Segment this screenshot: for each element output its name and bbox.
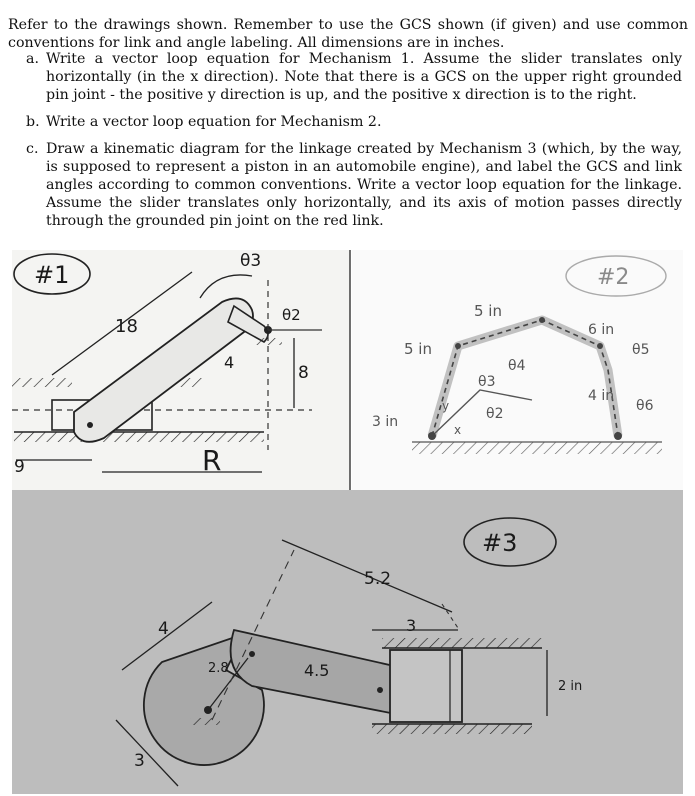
dim-18: 18 — [115, 316, 138, 337]
dim-2-8: 2.8 — [208, 661, 229, 676]
theta6-label: θ6 — [636, 398, 654, 414]
question-c — [26, 140, 682, 230]
pin-joint — [249, 651, 255, 657]
dim-3in: 3 in — [372, 414, 399, 430]
label-r: R — [202, 444, 222, 477]
question-text: Write a vector loop equation for Mechanism 1. Assume the slider translates only horizontally (in the x direction). Note that there is a GCS on the upper right grounded pin joint - the positive y direction is up, and the positive x direction is to the right. — [46, 51, 682, 103]
dim-5-2: 5.2 — [364, 569, 392, 589]
dim-5in-top: 5 in — [474, 302, 502, 320]
question-label: a. — [26, 51, 39, 67]
question-text: Write a vector loop equation for Mechanism 2. — [46, 114, 382, 130]
question-label: c. — [26, 141, 39, 157]
mech1-tag: #1 — [34, 261, 70, 289]
dim-5in-left: 5 in — [404, 340, 432, 358]
dim-4: 4 — [158, 619, 169, 639]
mech3-tag: #3 — [482, 529, 518, 557]
question-label: b. — [26, 114, 40, 130]
mechanism-2-panel — [352, 250, 683, 490]
ground-hatch — [14, 432, 264, 442]
axis-x-label: x — [454, 423, 462, 437]
dim-3-top: 3 — [406, 616, 417, 635]
theta3-label: θ3 — [478, 374, 496, 390]
intro-text: Refer to the drawings shown. Remember to use the GCS shown (if given) and use common conventions for link and angle labeling. All dimensions are in inches. — [8, 17, 688, 52]
theta2-label: θ2 — [282, 306, 301, 324]
dim-2in: 2 in — [558, 679, 583, 694]
piston — [390, 650, 462, 722]
mechanism-figures — [12, 250, 683, 794]
dim-6in: 6 in — [588, 322, 615, 338]
dim-9: 9 — [14, 457, 25, 477]
theta4-label: θ4 — [508, 358, 526, 374]
theta2-label: θ2 — [486, 406, 504, 422]
mech2-tag: #2 — [597, 265, 630, 290]
mechanism-1-panel — [12, 250, 350, 490]
question-b — [26, 113, 682, 131]
mechanism-3-panel — [12, 490, 683, 794]
theta5-label: θ5 — [632, 342, 650, 358]
axis-y-label: y — [442, 399, 450, 413]
dim-4-5: 4.5 — [304, 661, 330, 680]
dim-4in: 4 in — [588, 388, 615, 404]
theta3-label: θ3 — [240, 251, 262, 271]
pin-joint — [377, 687, 383, 693]
dim-4: 4 — [224, 353, 235, 372]
pin-joint — [87, 422, 93, 428]
question-list — [26, 50, 682, 239]
question-text: Draw a kinematic diagram for the linkage created by Mechanism 3 (which, by the way, is supposed to represent a piston in an automobile engine), and label the GCS and link angles according to common conventions. Write a vector loop equation for the linkage. Assume the slider translates only horizontally, and its axis of motion passes directly through the grounded pin joint on the red link. — [46, 141, 682, 229]
dim-3-bottom: 3 — [134, 751, 145, 771]
question-a — [26, 50, 682, 104]
dim-8: 8 — [298, 363, 309, 383]
